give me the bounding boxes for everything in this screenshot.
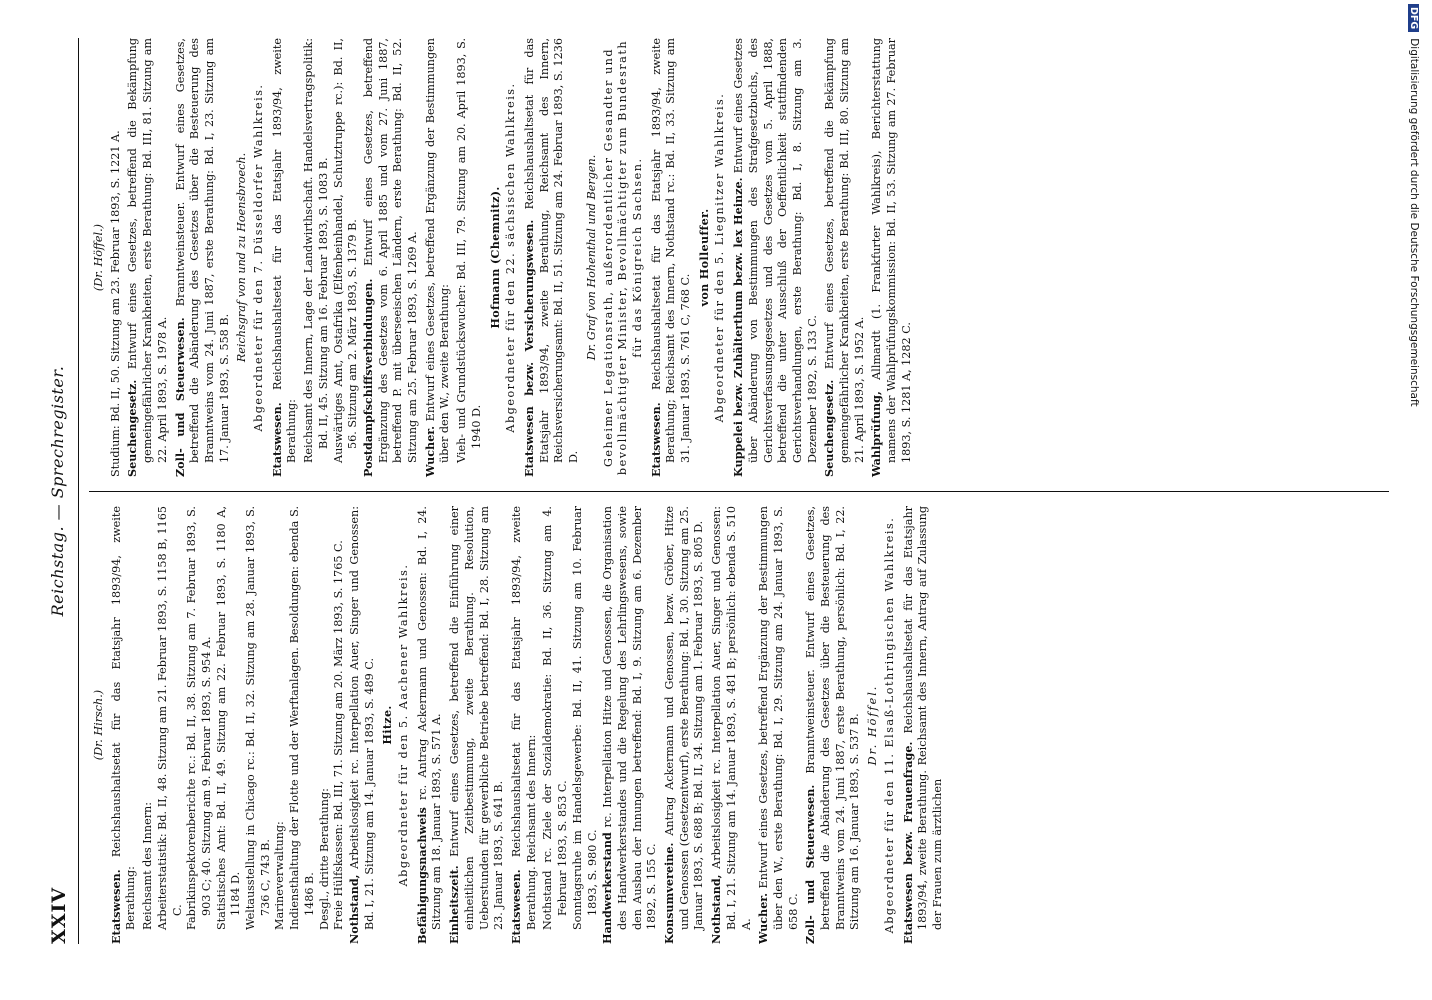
- speaker-name: Hofmann (Chemnitz).: [487, 186, 502, 329]
- register-entry: [423, 38, 453, 477]
- digitization-note: [1408, 4, 1420, 407]
- speaker-name: von Holleuffer.: [696, 208, 711, 307]
- entry-text: rc. Interpellation Hitze und Genossen, die Organisation des Handwerkerstandes und die Regelung des Lehrlingswesens, sowie den Ausbau der Innungen betreffend: Bd. I, 9. Sitzung am 6. Dezember 1892, S. 155 C.: [601, 505, 659, 930]
- entry-term: Etatswesen.: [269, 402, 284, 477]
- register-entry: [173, 38, 233, 477]
- entry-text: Entwurf eines Gesetzes, betreffend Ergänzung der Bestimmungen über den W., erste Berathung: Bd. I, 29. Sitzung am 24. Januar 1893, S. 658 C.: [757, 505, 800, 930]
- register-entry: [600, 506, 660, 944]
- register-entry: [125, 38, 170, 477]
- entry-text: Entwurf eines Gesetzes über Abänderung von Bestimmungen des Strafgesetzbuchs, des Gerichtsverfassungsgesetzes und des Gesetzes vom 5. April 1888, betreffend die unter Ausschluß der Oeffentlichkeit stattfindenden Gerichtsverhandlungen, erste Berathung: Bd. I, 8. Sitzung am 3. Dezember 1892, S. 133 C.: [732, 38, 819, 463]
- sub-entry: Weltausstellung in Chicago rc.: Bd. II, 32. Sitzung am 28. Januar 1893, S. 736 C, 743 B.: [244, 506, 272, 930]
- register-entry: [509, 506, 539, 944]
- register-entry: [109, 506, 139, 944]
- sub-entry: Vieh- und Grundstückswucher: Bd. III, 79. Sitzung am 20. April 1893, S. 1940 D.: [455, 38, 483, 463]
- sub-entry: Indiensthaltung der Flotte und der Werftanlagen. Besoldungen: ebenda S. 1486 B.: [288, 506, 316, 930]
- entry-term: Etatswesen.: [108, 869, 123, 944]
- entry-text: Branntweinsteuer. Entwurf eines Gesetzes, betreffend die Abänderung des Gesetzes über die Besteuerung des Branntweins vom 24. Juni 1887, erste Berathung, persönlich: Bd. I, 22. Sitzung am 16. Januar 1893, S. 537 B.: [804, 505, 862, 930]
- entry-term: Handwerkerstand: [600, 832, 615, 944]
- register-entry: [347, 506, 377, 944]
- register-entry: [869, 38, 914, 477]
- register-entry: [756, 506, 801, 944]
- sub-entry: Nothstand rc. Ziele der Sozialdemokratie: Bd. II, 36. Sitzung am 4. Februar 1893, S. 853 C.: [541, 506, 570, 930]
- entry-term: Wucher.: [422, 425, 437, 477]
- running-title: Reichstag. — Sprechregister.: [48, 365, 67, 617]
- entry-term: Etatswesen.: [648, 402, 663, 477]
- entry-term: Befähigungsnachweis: [414, 807, 429, 944]
- entry-term: Nothstand,: [709, 874, 724, 944]
- register-entry: [361, 38, 421, 477]
- speaker-name: (Dr. Höffel.): [92, 223, 105, 292]
- sub-entry: Sonntagsruhe im Handelsgewerbe: Bd. II, 41. Sitzung am 10. Februar 1893, S. 980 C.: [570, 506, 599, 930]
- speaker-constituency: Geheimer Legationsrath, außerordentlicher Gesandter und bevollmächtigter Minister, Bevollmächtigter zum Bundesrath für das Königreich Sachsen.: [601, 39, 644, 476]
- entry-term: Kuppelei bezw. Zuhälterthum bezw. lex Heinze.: [731, 177, 746, 477]
- register-entry: [649, 38, 694, 477]
- entry-text: Reichshaushaltsetat für das Etatsjahr 1893/94, zweite Berathung. Reichsamt des Innern:: [509, 506, 538, 930]
- entry-text: Antrag Ackermann und Genossen, bezw. Gröber, Hitze und Genossen (Gesetzentwurf), erste Berathung: Bd. I, 30. Sitzung am 25. Januar 1893, S. 688 B; Bd. II, 34. Sitzung am 1. Februar 1893, S. 805 D.: [663, 506, 706, 930]
- entry-text: Entwurf eines Gesetzes, betreffend die Bekämpfung gemeingefährlicher Krankheiten, erste Berathung: Bd. III, 80. Sitzung am 21. April 1893, S. 1952 A.: [823, 38, 866, 463]
- speaker-constituency: Abgeordneter für den 7. Düsseldorfer Wahlkreis.: [252, 83, 266, 432]
- register-entry: [803, 506, 863, 944]
- entry-text: Reichshaushaltsetat für das Etatsjahr 1893/94, zweite Berathung. Reichsamt des Innern, Antrag auf Zulassung der Frauen zum ärztlichen: [901, 506, 944, 930]
- entry-term: Wucher.: [756, 892, 771, 944]
- entry-term: Konsumvereine.: [662, 842, 677, 944]
- speaker-name: Hitze.: [380, 705, 395, 745]
- left-column: [89, 491, 1389, 944]
- text-columns: [89, 38, 1389, 944]
- entry-text: Entwurf eines Gesetzes, betreffend die Einführung einer einheitlichen Zeitbestimmung, zweite Berathung. Resolution, Ueberstunden für gewerbliche Betriebe betreffend: Bd. I, 28. Sitzung am 23. Januar 1893, S. 641 B.: [448, 505, 506, 930]
- sub-entry: Fabrikinspektorenberichte rc.: Bd. II, 38. Sitzung am 7. Februar 1893, S. 903 C; 40. Sitzung am 9. Februar 1893, S. 954 A.: [185, 506, 213, 930]
- entry-text: Branntweinsteuer. Entwurf eines Gesetzes, betreffend die Abänderung des Gesetzes über die Besteuerung des Branntweins vom 24. Juni 1887, erste Berathung: Bd. I, 23. Sitzung am 17. Januar 1893, S. 558 B.: [173, 38, 231, 463]
- entry-term: Zoll- und Steuerwesen.: [172, 317, 187, 477]
- register-entry: [709, 506, 754, 944]
- entry-text: Reichshaushaltsetat für das Etatsjahr 1893/94, zweite Berathung; Reichsamt des Innern, Nothstand rc.: Bd. II, 33. Sitzung am 31. Januar 1893, S. 761 C, 768 C.: [649, 38, 693, 463]
- entry-term: Postdampfschiffsverbindungen.: [360, 278, 375, 477]
- page-number: XXIV: [48, 886, 70, 944]
- entry-term: Etatswesen bezw. Versicherungswesen.: [521, 219, 536, 477]
- sub-entry: Desgl., dritte Berathung:: [317, 788, 331, 930]
- header-rule: [78, 38, 79, 944]
- entry-term: Etatswesen bezw. Frauenfrage.: [900, 741, 915, 944]
- right-column: [89, 38, 1389, 491]
- register-entry: [270, 38, 300, 477]
- sub-entry: Reichsamt des Innern, Lage der Landwirthschaft. Handelsvertragspolitik: Bd. II, 45. Sitzung am 16. Februar 1893, S. 1083 B.: [302, 38, 330, 463]
- entry-term: Wahlprüfung,: [869, 391, 884, 477]
- entry-text: Entwurf eines Gesetzes, betreffend Ergänzung der Bestimmungen über den W., zweite Berathung:: [423, 38, 452, 463]
- entry-text: Reichshaushaltsetat für das Etatsjahr 1893/94, zweite Berathung:: [270, 38, 299, 463]
- register-entry: [662, 506, 707, 944]
- sub-entry: Marineverwaltung:: [273, 821, 287, 930]
- speaker-constituency: Abgeordneter für den 22. sächsischen Wahlkreis.: [504, 82, 518, 433]
- speaker-constituency: Abgeordneter für den 5. Aachener Wahlkreis.: [397, 563, 411, 887]
- entry-text: Entwurf eines Gesetzes, betreffend die Bekämpfung gemeingefährlicher Krankheiten, erste Berathung: Bd. III, 81. Sitzung am 22. April 1893, S. 1978 A.: [126, 38, 169, 463]
- entry-text: Allmardt (1. Frankfurter Wahlkreis), Berichterstattung namens der Wahlprüfungskommission: Bd. II, 53. Sitzung am 27. Februar 1893, S. 1281 A, 1282 C.: [870, 38, 913, 463]
- entry-term: Seuchengesetz.: [125, 379, 140, 477]
- register-entry: [522, 38, 582, 477]
- speaker-name: Dr. Höffel.: [866, 684, 880, 766]
- entry-term: Einheitszeit.: [447, 865, 462, 944]
- sub-entry: Arbeiterstatistik: Bd. II, 48. Sitzung am 21. Februar 1893, S. 1158 B, 1165 C.: [155, 506, 184, 930]
- speaker-name: (Dr. Hirsch.): [92, 689, 105, 761]
- sub-entry: Freie Hülfskassen: Bd. III, 71. Sitzung am 20. März 1893, S. 1765 C.: [332, 540, 346, 930]
- entry-term: Nothstand,: [346, 874, 361, 944]
- register-entry: [822, 38, 867, 477]
- entry-text: Reichshaushaltsetat für das Etatsjahr 1893/94, zweite Berathung:: [109, 506, 138, 930]
- entry-text: Reichshaushaltsetat für das Etatsjahr 1893/94, zweite Berathung, Reichsamt des Innern, Reichsversicherungsamt: Bd. II, 51. Sitzung am 24. Februar 1893, S. 1236 D.: [522, 38, 581, 463]
- register-entry: [731, 38, 820, 477]
- entry-text: Entwurf eines Gesetzes, betreffend Ergänzung des Gesetzes vom 6. April 1885 und vom 27. Juni 1887, betreffend P. mit überseeischen Ländern, erste Berathung: Bd. II, 52. Sitzung am 25. Februar 1893, S. 1269 A.: [361, 38, 420, 463]
- speaker-name: Reichsgraf von und zu Hoensbroech.: [235, 152, 249, 363]
- register-entry: [901, 506, 946, 944]
- entry-term: Zoll- und Steuerwesen.: [803, 784, 818, 944]
- digitization-text: Digitalisierung gefördert durch die Deutsche Forschungsgemeinschaft: [1408, 38, 1420, 407]
- speaker-name: Dr. Graf von Hohenthal und Bergen.: [584, 154, 598, 361]
- sub-entry: Statistisches Amt: Bd. II, 49. Sitzung am 22. Februar 1893, S. 1180 A, 1184 D.: [214, 506, 243, 930]
- entry-term: Seuchengesetz.: [822, 379, 837, 477]
- entry-text: Arbeitslosigkeit rc. Interpellation Auer, Singer und Genossen: Bd. I, 21. Sitzung am 14. Januar 1893, S. 481 B; persönlich: ebenda S. 510 A.: [710, 506, 753, 930]
- entry-term: Etatswesen.: [508, 869, 523, 944]
- entry-text: Arbeitslosigkeit rc. Interpellation Auer, Singer und Genossen: Bd. I, 21. Sitzung am 14. Januar 1893, S. 489 C.: [347, 506, 376, 930]
- entry-continuation: Studium: Bd. II, 50. Sitzung am 23. Februar 1893, S. 1221 A.: [108, 130, 122, 477]
- entry-text: rc. Antrag Ackermann und Genossen: Bd. I, 24. Sitzung am 18. Januar 1893, S. 571 A.: [415, 506, 444, 930]
- dfg-logo: DFG: [1408, 4, 1419, 32]
- register-entry: [447, 506, 507, 944]
- register-entry: [415, 506, 445, 944]
- speaker-constituency: Abgeordneter für den 5. Liegnitzer Wahlkreis.: [713, 92, 727, 423]
- sub-entry: Reichsamt des Innern:: [141, 801, 155, 930]
- speaker-constituency: Abgeordneter für den 11. Elsaß-Lothringischen Wahlkreis.: [882, 516, 896, 934]
- running-head: [48, 38, 78, 944]
- sub-entry: Auswärtiges Amt, Ostafrika (Elfenbeinhandel, Schutztruppe rc.): Bd. II, 56. Sitzung am 2. März 1893, S. 1379 B.: [331, 38, 360, 463]
